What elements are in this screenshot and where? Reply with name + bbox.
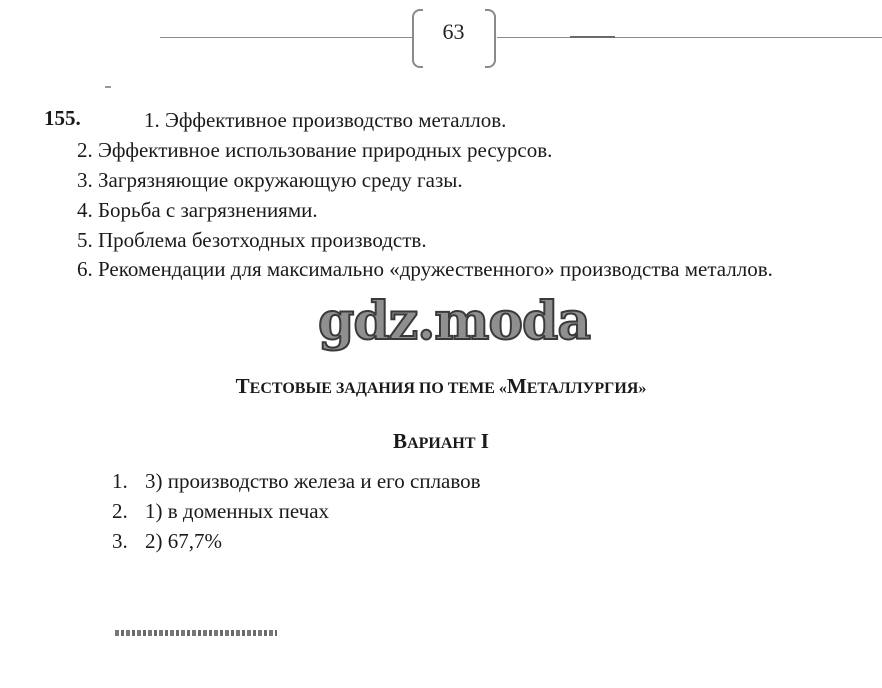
- task-number: 155.: [44, 106, 81, 130]
- section-title: [0, 374, 882, 399]
- answer-text: 2) 67,7%: [145, 529, 222, 553]
- header-rule-left: [160, 37, 412, 38]
- answer-number: 1.: [112, 469, 128, 493]
- section-title-cap-1: Т: [235, 374, 250, 398]
- answer-row-2: [112, 501, 329, 522]
- task-item-2: 2. Эффективное использование природных ресурсов.: [77, 138, 553, 162]
- task-item-5: 5. Проблема безотходных производств.: [77, 228, 427, 252]
- task-item-3: 3. Загрязняющие окружающую среду газы.: [77, 168, 463, 192]
- task-item-6: 6. Рекомендации для максимально «дружественного» производства металлов.: [77, 257, 773, 281]
- task-item-1: 1. Эффективное производство металлов.: [144, 108, 507, 132]
- answer-text: 1) в доменных печах: [145, 499, 330, 523]
- watermark-logo: gdz.moda: [318, 291, 591, 352]
- header-rule-accent: [570, 36, 615, 38]
- section-title-rest-1: ЕСТОВЫЕ ЗАДАНИЯ ПО ТЕМЕ «: [249, 380, 507, 397]
- section-title-rest-2: ЕТАЛЛУРГИЯ»: [526, 380, 647, 397]
- task-item-4: 4. Борьба с загрязнениями.: [77, 198, 318, 222]
- page-number: 63: [442, 19, 465, 44]
- answer-text: 3) производство железа и его сплавов: [145, 469, 481, 493]
- answer-number: 2.: [112, 499, 128, 523]
- section-title-cap-2: М: [506, 374, 527, 398]
- cut-off-text-fragment: [115, 630, 277, 636]
- answer-row-1: [112, 471, 481, 492]
- variant-title-rest: АРИАНТ: [407, 435, 476, 452]
- scan-mark: [105, 86, 111, 88]
- answer-number: 3.: [112, 529, 128, 553]
- page-number-bracket-right: [485, 9, 496, 68]
- answer-row-3: [112, 531, 222, 552]
- header-rule-right: [497, 37, 882, 38]
- variant-title-cap: В: [393, 429, 408, 453]
- variant-title-number: I: [475, 429, 489, 453]
- variant-title: [0, 429, 882, 454]
